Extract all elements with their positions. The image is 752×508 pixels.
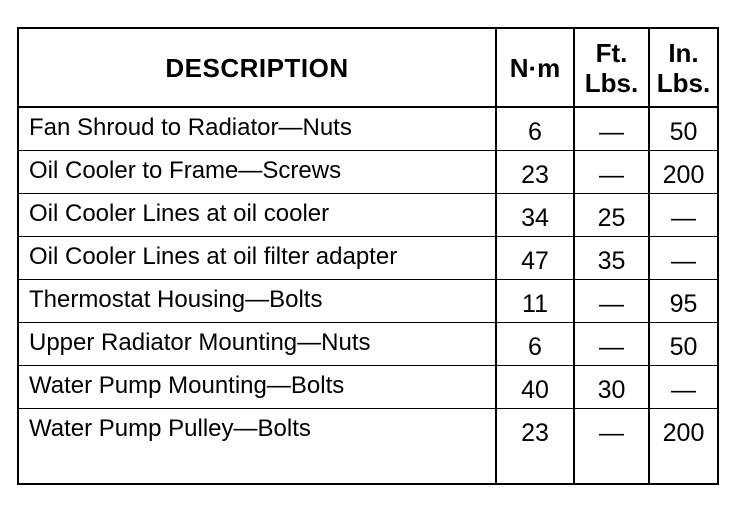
header-ft-lbs-line1: Ft.: [595, 37, 628, 68]
header-description: DESCRIPTION: [18, 28, 496, 107]
row-description: Upper Radiator Mounting—Nuts: [18, 322, 496, 365]
row-description: Oil Cooler Lines at oil filter adapter: [18, 236, 496, 279]
row-ft-lbs: —: [574, 322, 649, 365]
header-in-lbs-line2: Lbs.: [656, 67, 711, 98]
row-in-lbs: 50: [649, 107, 718, 150]
row-ft-lbs: 35: [574, 236, 649, 279]
header-ft-lbs-line2: Lbs.: [584, 67, 639, 98]
row-nm: 6: [496, 322, 574, 365]
torque-specification-table: [17, 27, 719, 485]
row-in-lbs: 200: [649, 150, 718, 193]
header-in-lbs: [649, 28, 718, 107]
header-ft-lbs: [574, 28, 649, 107]
table-row: [18, 193, 718, 236]
row-in-lbs: 50: [649, 322, 718, 365]
table-row: [18, 322, 718, 365]
row-description: Oil Cooler Lines at oil cooler: [18, 193, 496, 236]
table-row: [18, 408, 718, 484]
table-row: [18, 279, 718, 322]
row-in-lbs: —: [649, 365, 718, 408]
row-nm: 34: [496, 193, 574, 236]
row-ft-lbs: —: [574, 107, 649, 150]
row-nm: 6: [496, 107, 574, 150]
row-in-lbs: 200: [649, 408, 718, 484]
row-description: Oil Cooler to Frame—Screws: [18, 150, 496, 193]
table-row: [18, 236, 718, 279]
row-in-lbs: —: [649, 193, 718, 236]
row-ft-lbs: 30: [574, 365, 649, 408]
row-ft-lbs: —: [574, 408, 649, 484]
row-in-lbs: —: [649, 236, 718, 279]
row-in-lbs: 95: [649, 279, 718, 322]
header-row: [18, 28, 718, 107]
row-nm: 23: [496, 150, 574, 193]
row-ft-lbs: 25: [574, 193, 649, 236]
header-nm: N·m: [496, 28, 574, 107]
row-nm: 23: [496, 408, 574, 484]
row-description: Water Pump Pulley—Bolts: [18, 408, 496, 484]
table-row: [18, 107, 718, 150]
row-description: Thermostat Housing—Bolts: [18, 279, 496, 322]
row-ft-lbs: —: [574, 150, 649, 193]
table-row: [18, 365, 718, 408]
header-in-lbs-line1: In.: [668, 37, 699, 68]
row-nm: 40: [496, 365, 574, 408]
row-nm: 47: [496, 236, 574, 279]
table-row: [18, 150, 718, 193]
row-description: Fan Shroud to Radiator—Nuts: [18, 107, 496, 150]
row-ft-lbs: —: [574, 279, 649, 322]
row-nm: 11: [496, 279, 574, 322]
row-description: Water Pump Mounting—Bolts: [18, 365, 496, 408]
